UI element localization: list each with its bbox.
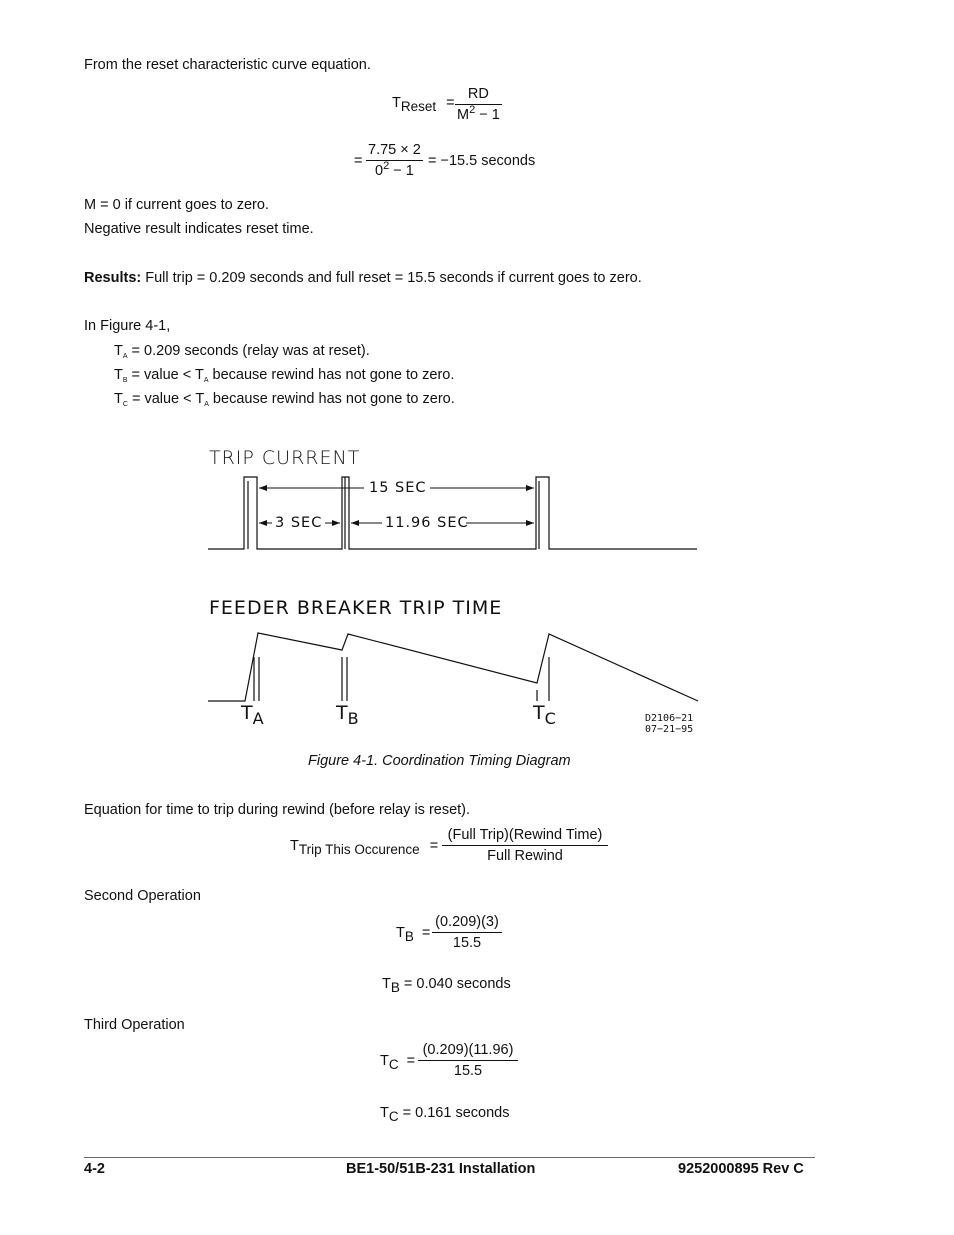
footer-page-number: 4-2 bbox=[84, 1161, 105, 1177]
t-list-item-a bbox=[114, 343, 370, 359]
feeder-trip-time-waveform bbox=[208, 633, 698, 701]
second-op-result-sub: B bbox=[390, 980, 400, 995]
results-line bbox=[84, 270, 642, 286]
rewind-eq-denominator: Full Rewind bbox=[442, 845, 608, 864]
reset-eq-den-exp: 2 bbox=[469, 104, 476, 116]
second-op-lhs bbox=[396, 925, 431, 944]
reset-eq-denominator bbox=[455, 104, 502, 123]
label-tb-T: T bbox=[336, 702, 348, 724]
reset-eq-equals: = bbox=[446, 95, 455, 111]
third-op-equals: = bbox=[406, 1053, 416, 1069]
third-op-sub: C bbox=[388, 1057, 399, 1072]
third-op-label: Third Operation bbox=[84, 1017, 185, 1033]
third-op-denominator: 15.5 bbox=[418, 1060, 518, 1079]
third-op-result bbox=[380, 1105, 510, 1124]
label-ta-T: T bbox=[241, 702, 253, 724]
third-op-numerator: (0.209)(11.96) bbox=[422, 1042, 514, 1058]
label-15-sec: 15 SEC bbox=[369, 480, 427, 496]
trip-current-label: TRIP CURRENT bbox=[209, 447, 361, 469]
note-negative: Negative result indicates reset time. bbox=[84, 221, 314, 237]
t-b-T: T bbox=[114, 367, 123, 383]
feeder-trip-label: FEEDER BREAKER TRIP TIME bbox=[209, 597, 503, 619]
second-op-result-text: = 0.040 seconds bbox=[399, 976, 511, 992]
second-op-result-T: T bbox=[382, 976, 391, 992]
reset-eq-T: T bbox=[392, 95, 401, 111]
second-op-result bbox=[382, 976, 511, 995]
reset-calc-denominator bbox=[366, 160, 423, 179]
rewind-eq-equals: = bbox=[429, 838, 439, 854]
t-c-text: = value < T bbox=[127, 391, 205, 407]
label-tb bbox=[336, 702, 359, 728]
label-tb-sub: B bbox=[347, 709, 359, 728]
footer-rule bbox=[84, 1157, 815, 1158]
second-op-equals: = bbox=[421, 925, 431, 941]
third-op-fraction bbox=[418, 1042, 518, 1079]
t-b-text: = value < T bbox=[127, 367, 204, 383]
third-op-result-sub: C bbox=[388, 1109, 399, 1124]
footer-doc-number: 9252000895 Rev C bbox=[678, 1161, 804, 1177]
label-ta-sub: A bbox=[252, 709, 264, 728]
t-c-sub: C bbox=[122, 401, 128, 408]
reset-eq-numerator: RD bbox=[467, 86, 489, 102]
t-c-sub2: A bbox=[204, 401, 209, 408]
rewind-intro: Equation for time to trip during rewind (before relay is reset). bbox=[84, 802, 471, 818]
t-a-T: T bbox=[114, 343, 123, 359]
reset-eq-den-M: M bbox=[457, 107, 470, 123]
trip-current-waveform bbox=[208, 477, 697, 549]
note-m-zero: M = 0 if current goes to zero. bbox=[84, 197, 269, 213]
second-op-denominator: 15.5 bbox=[432, 932, 502, 951]
label-tc bbox=[533, 702, 556, 728]
label-3-sec: 3 SEC bbox=[275, 515, 323, 531]
third-op-result-text: = 0.161 seconds bbox=[398, 1105, 510, 1121]
t-list-item-c bbox=[114, 391, 455, 407]
intro-text: From the reset characteristic curve equation. bbox=[84, 57, 371, 73]
t-c-T: T bbox=[114, 391, 123, 407]
rewind-eq-fraction bbox=[442, 827, 608, 864]
reset-calc-den-exp: 2 bbox=[383, 160, 390, 172]
label-1196-sec: 11.96 SEC bbox=[385, 515, 469, 531]
results-label: Results: bbox=[84, 270, 142, 286]
figure-ref: In Figure 4-1, bbox=[84, 318, 171, 334]
reset-calc-numerator: 7.75 × 2 bbox=[368, 142, 421, 158]
second-op-sub: B bbox=[404, 929, 414, 944]
t-a-text: = 0.209 seconds (relay was at reset). bbox=[127, 343, 370, 359]
t-a-sub: A bbox=[122, 353, 128, 360]
reset-calc-den-rest: − 1 bbox=[389, 163, 414, 179]
footer-title: BE1-50/51B-231 Installation bbox=[346, 1161, 536, 1177]
second-op-T: T bbox=[396, 925, 405, 941]
rewind-eq-T: T bbox=[290, 838, 299, 854]
rewind-eq-lhs bbox=[290, 838, 439, 857]
t-list-item-b bbox=[114, 367, 454, 383]
t-c-text2: because rewind has not gone to zero. bbox=[208, 391, 455, 407]
reset-calc-den-base: 0 bbox=[375, 163, 384, 179]
drawing-id: D2106−21 bbox=[645, 713, 694, 724]
third-op-T: T bbox=[380, 1053, 389, 1069]
rewind-eq-numerator: (Full Trip)(Rewind Time) bbox=[447, 827, 603, 843]
t-b-sub: B bbox=[122, 377, 128, 384]
figure-caption: Figure 4-1. Coordination Timing Diagram bbox=[308, 753, 571, 769]
drawing-date: 07−21−95 bbox=[645, 724, 694, 735]
label-tc-T: T bbox=[533, 702, 545, 724]
third-op-result-T: T bbox=[380, 1105, 389, 1121]
reset-equation-fraction bbox=[455, 86, 502, 123]
second-op-label: Second Operation bbox=[84, 888, 201, 904]
second-op-numerator: (0.209)(3) bbox=[435, 914, 499, 930]
results-text: Full trip = 0.209 seconds and full reset = 15.5 seconds if current goes to zero. bbox=[141, 270, 642, 286]
label-ta bbox=[241, 702, 264, 728]
t-b-sub2: A bbox=[203, 377, 209, 384]
reset-calc-result: = −15.5 seconds bbox=[428, 153, 536, 169]
label-tc-sub: C bbox=[544, 709, 556, 728]
reset-equation-lhs bbox=[392, 95, 455, 114]
third-op-lhs bbox=[380, 1053, 416, 1072]
reset-eq-den-rest: − 1 bbox=[475, 107, 500, 123]
reset-eq-sub: Reset bbox=[400, 99, 437, 114]
reset-calc-eq1: = bbox=[354, 153, 363, 169]
second-op-fraction bbox=[432, 914, 502, 951]
reset-calc-fraction bbox=[366, 142, 423, 179]
t-b-text2: because rewind has not gone to zero. bbox=[208, 367, 455, 383]
rewind-eq-sub: Trip This Occurence bbox=[298, 842, 420, 857]
